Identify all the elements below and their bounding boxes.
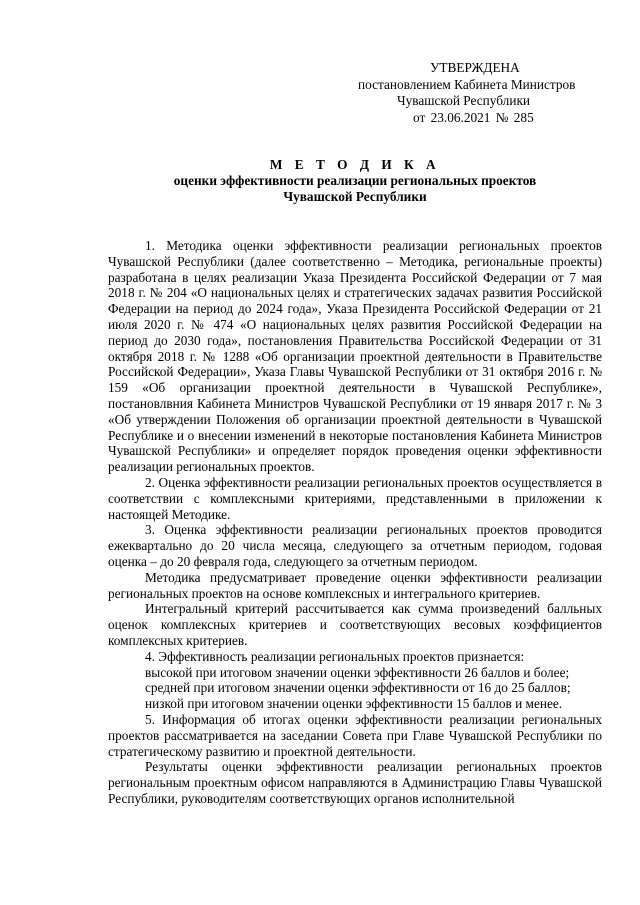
title-subtitle-2: Чувашской Республики (283, 189, 427, 204)
list-item-low: низкой при итоговом значении оценки эффективности 15 баллов и менее. (145, 696, 563, 712)
paragraph-results: Результаты оценки эффективности реализации региональных проектов региональным проектным офисом направляются в Администрацию Главы Чувашской Республики, руководителям соответствующих органов исполнительной (108, 759, 602, 806)
paragraph-2: 2. Оценка эффективности реализации региональных проектов осуществляется в соответствии с комплексными критериями, представленными в приложении к настоящей Методике. (108, 474, 602, 522)
approval-title: УТВЕРЖДЕНА (430, 60, 520, 75)
document-title (108, 157, 602, 205)
paragraph-4: 4. Эффективность реализации региональных проектов признается: (145, 648, 525, 664)
list-item-high: высокой при итоговом значении оценки эффективности 26 баллов и более; (145, 664, 570, 680)
list-item-medium: средней при итоговом значении оценки эффективности от 16 до 25 баллов; (145, 680, 571, 696)
document-body (108, 238, 602, 807)
title-subtitle-1: оценки эффективности реализации региональных проектов (173, 173, 537, 188)
paragraph-5: 5. Информация об итогах оценки эффективности реализации региональных проектов рассматривается на заседании Совета при Главе Чувашской Республики по стратегическому развитию и проектной деятельности. (108, 711, 602, 759)
approval-region: Чувашской Республики (397, 93, 531, 108)
approval-stamp (358, 60, 620, 126)
paragraph-methodology: Методика предусматривает проведение оценки эффективности реализации региональных проектов на основе комплексных и интегрального критериев. (108, 569, 602, 601)
paragraph-3: 3. Оценка эффективности реализации региональных проектов проводится ежеквартально до 20 числа месяца, следующего за отчетным периодом, годовая оценка – до 20 февраля года, следующего за отчетным периодом. (108, 522, 602, 569)
approval-date: от 23.06.2021 № 285 (413, 109, 534, 125)
paragraph-integral: Интегральный критерий рассчитывается как сумма произведений балльных оценок комплексных критериев и соответствующих весовых коэффициентов комплексных критериев. (108, 601, 602, 648)
approval-authority: постановлением Кабинета Министров (358, 76, 576, 92)
paragraph-1: 1. Методика оценки эффективности реализации региональных проектов Чувашской Республики (далее соответственно – Методика, региональные проекты) разработана в целях реализации Указа Президента Российской Федерации от 7 мая 2018 г. № 204 «О национальных целях и стратегических задачах развития Российской Федерации на период до 2024 года», Указа Президента Российской Федерации от 21 июля 2020 г. № 474 «О национальных целях развития Российской Федерации на период до 2030 года», постановления Правительства Российской Федерации от 31 октября 2018 г. № 1288 «Об организации проектной деятельности в Правительстве Российской Федерации», Указа Главы Чувашской Республики от 31 октября 2016 г. № 159 «Об организации проектной деятельности в Чувашской Республике», постановлвния Кабинета Министров Чувашской Республики от 19 января 2017 г. № 3 «Об утверждении Положения об организации проектной деятельности в Чувашской Республике и о внесении изменений в некоторые постановления Кабинета Министров Чувашской Республики» и определяет порядок проведения оценки эффективности реализации региональных проектов. (108, 238, 602, 475)
title-main: М Е Т О Д И К А (269, 157, 441, 172)
